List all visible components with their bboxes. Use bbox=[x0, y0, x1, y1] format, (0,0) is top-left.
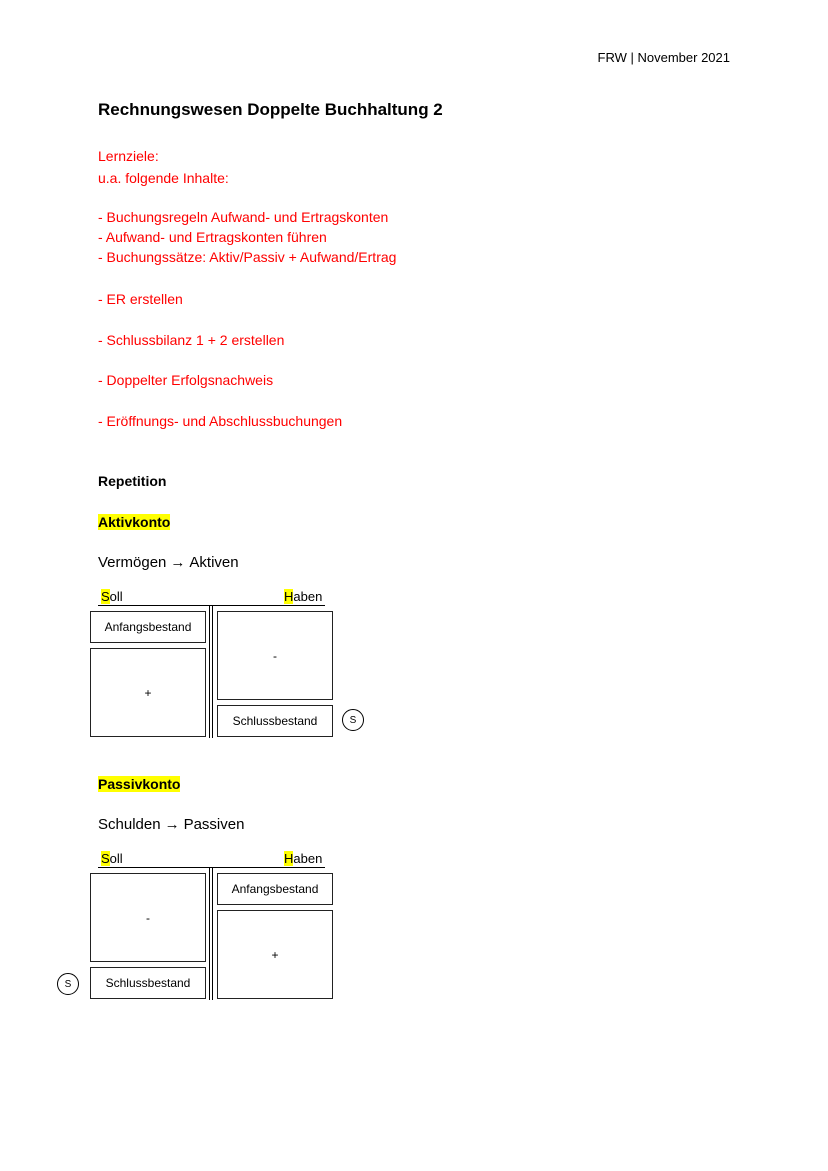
goal-item-1: - Buchungsregeln Aufwand- und Ertragskonten bbox=[98, 209, 389, 225]
passivkonto-divider bbox=[209, 867, 210, 1000]
goal-item-6: - Doppelter Erfolgsnachweis bbox=[98, 372, 274, 388]
passivkonto-left-top-box: - bbox=[90, 873, 206, 962]
goals-heading: Lernziele: bbox=[98, 148, 159, 164]
header-date: FRW | November 2021 bbox=[597, 50, 730, 65]
passivkonto-left-bottom-box: Schlussbestand bbox=[90, 967, 206, 999]
goals-intro: u.a. folgende Inhalte: bbox=[98, 170, 229, 186]
arrow-right-icon: → bbox=[170, 554, 186, 571]
repetition-heading: Repetition bbox=[98, 473, 167, 489]
aktivkonto-heading bbox=[98, 514, 170, 530]
passivkonto-divider-2 bbox=[212, 867, 213, 1000]
passivkonto-heading bbox=[98, 776, 180, 792]
aktivkonto-right-bottom-box: Schlussbestand bbox=[217, 705, 333, 737]
goal-item-4: - ER erstellen bbox=[98, 291, 183, 307]
aktivkonto-left-top-box: Anfangsbestand bbox=[90, 611, 206, 643]
passivkonto-heading-text: Passivkonto bbox=[98, 776, 181, 792]
aktivkonto-divider bbox=[209, 605, 210, 738]
goal-item-3: - Buchungssätze: Aktiv/Passiv + Aufwand/Ertrag bbox=[98, 249, 397, 265]
passivkonto-flow-to: Passiven bbox=[183, 816, 245, 833]
passivkonto-right-top-box: Anfangsbestand bbox=[217, 873, 333, 905]
aktivkonto-saldo-circle: S bbox=[342, 709, 364, 731]
goal-item-2: - Aufwand- und Ertragskonten führen bbox=[98, 229, 327, 245]
aktivkonto-heading-text: Aktivkonto bbox=[98, 514, 171, 530]
passivkonto-haben-label: Haben bbox=[284, 851, 323, 866]
aktivkonto-right-top-box: - bbox=[217, 611, 333, 700]
passivkonto-flow bbox=[98, 816, 244, 833]
aktivkonto-flow-to: Aktiven bbox=[189, 554, 239, 571]
passivkonto-flow-from: Schulden bbox=[98, 816, 161, 833]
aktivkonto-soll-label: Soll bbox=[101, 589, 123, 604]
aktivkonto-haben-label: Haben bbox=[284, 589, 323, 604]
aktivkonto-divider-2 bbox=[212, 605, 213, 738]
aktivkonto-left-bottom-box: + bbox=[90, 648, 206, 737]
page-title: Rechnungswesen Doppelte Buchhaltung 2 bbox=[98, 100, 443, 119]
arrow-right-icon: → bbox=[164, 816, 180, 833]
goal-item-5: - Schlussbilanz 1 + 2 erstellen bbox=[98, 332, 285, 348]
goal-item-7: - Eröffnungs- und Abschlussbuchungen bbox=[98, 413, 343, 429]
passivkonto-right-bottom-box: + bbox=[217, 910, 333, 999]
aktivkonto-flow bbox=[98, 554, 239, 571]
passivkonto-saldo-circle: S bbox=[57, 973, 79, 995]
aktivkonto-flow-from: Vermögen bbox=[98, 554, 167, 571]
passivkonto-soll-label: Soll bbox=[101, 851, 123, 866]
